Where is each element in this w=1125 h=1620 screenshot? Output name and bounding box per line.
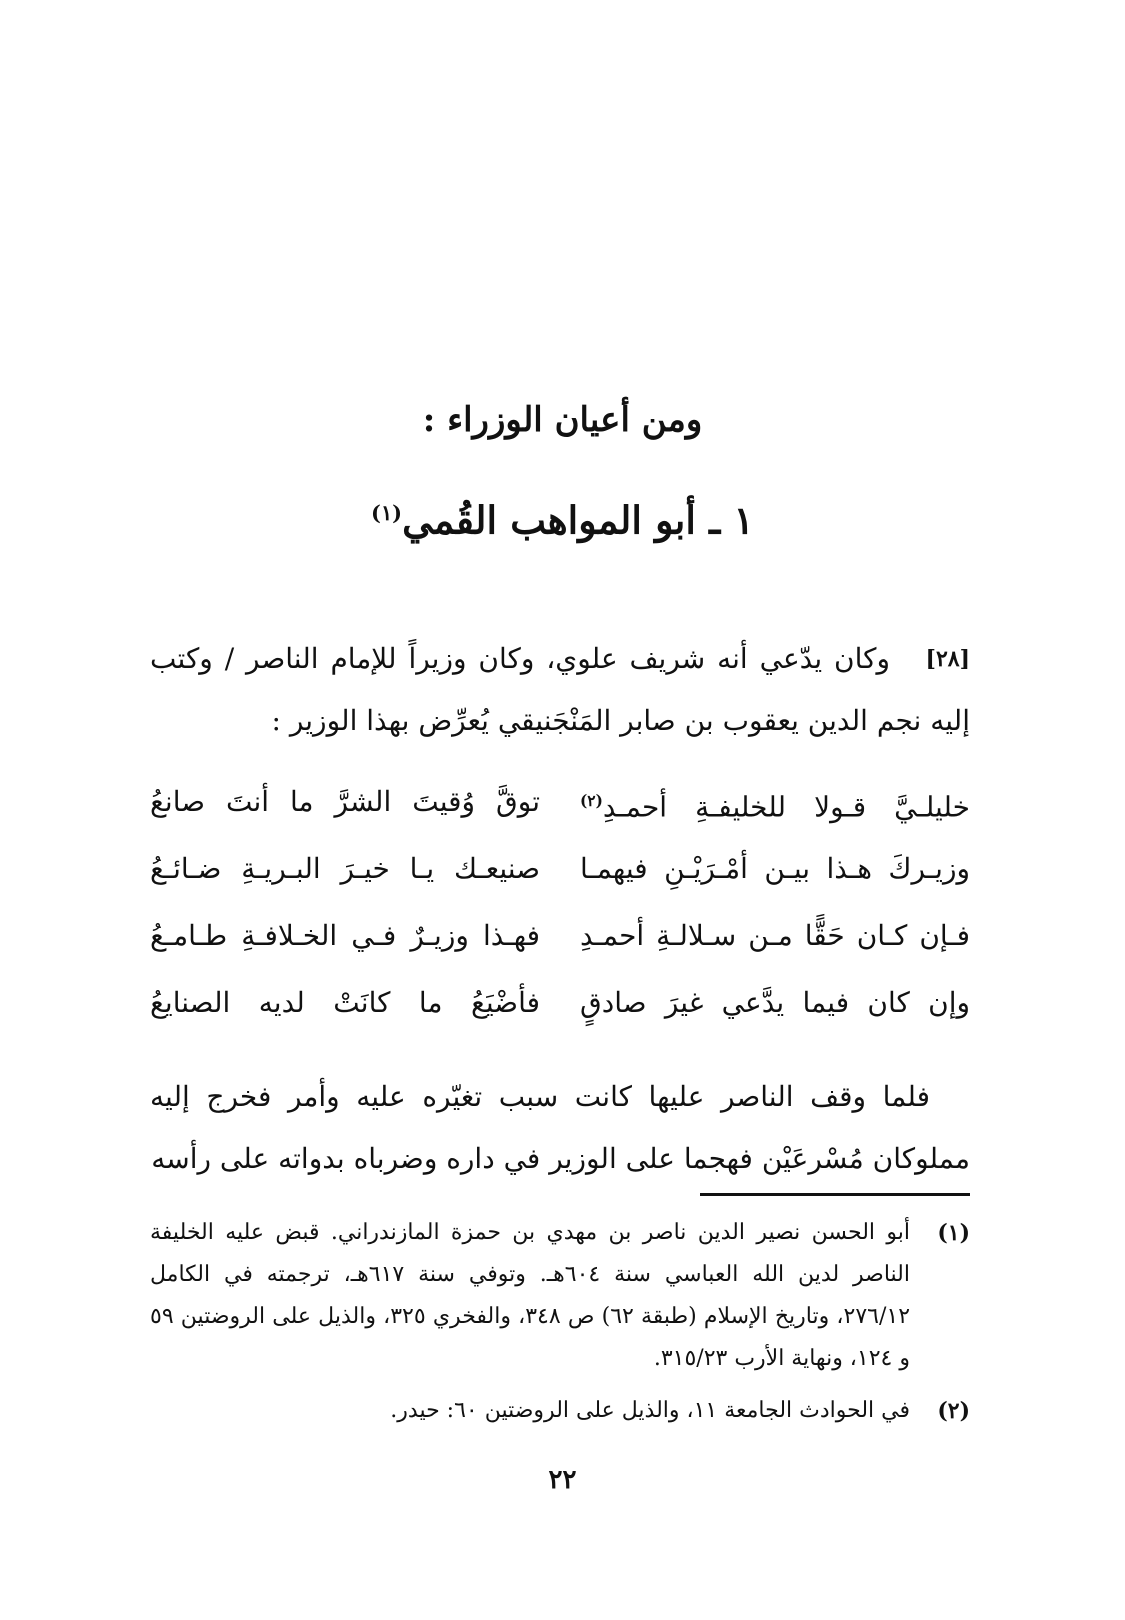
- entry-title: [0, 488, 1125, 546]
- entry-title-footnote-marker: (١): [371, 500, 403, 525]
- paragraph-2-text: فلما وقف الناصر عليها كانت سبب تغيّره عليه وأمر فخرج إليه مملوكان مُسْرعَيْن فهجما على الوزير في داره وضرباه بدواته على رأسه: [150, 1080, 970, 1175]
- footnotes: [150, 1212, 970, 1442]
- footnote-number: (١): [937, 1220, 970, 1246]
- paragraph-1: [150, 628, 970, 752]
- poem-verse: [150, 902, 970, 969]
- entry-title-text: ١ ـ أبو المواهب القُمي: [402, 497, 754, 543]
- hemistich-text: خليلـيَّ قـولا للخليفـةِ أحمـدِ: [602, 790, 970, 824]
- manuscript-page-reference: [٢٨]: [925, 646, 970, 672]
- footnote-number: (٢): [937, 1398, 970, 1424]
- section-heading: ومن أعيان الوزراء :: [422, 400, 703, 440]
- verse-first-hemistich: وإن كان فيما يدَّعي غيرَ صادقٍ: [580, 986, 970, 1019]
- verse-second-hemistich: توقَّ وُقيتَ الشرَّ ما أنتَ صانعُ: [150, 785, 540, 818]
- verse-second-hemistich: فهـذا وزيـرٌ فـي الخـلافـةِ طـامـعُ: [150, 919, 540, 952]
- paragraph-1-text: وكان يدّعي أنه شريف علوي، وكان وزيراً للإمام الناصر / وكتب إليه نجم الدين يعقوب بن صابر المَنْجَنيقي يُعرِّض بهذا الوزير :: [150, 642, 970, 737]
- page-number: ٢٢: [548, 1465, 577, 1495]
- poem: [150, 768, 970, 1036]
- verse-first-hemistich: [580, 768, 970, 835]
- footnote: [150, 1212, 970, 1380]
- verse-second-hemistich: صنيعـك يـا خيـرَ البـريـةِ ضـائـعُ: [150, 852, 540, 885]
- footnote-divider: [700, 1193, 970, 1196]
- poem-verse: [150, 835, 970, 902]
- verse-footnote-marker: (٢): [580, 792, 603, 810]
- poem-verse: [150, 969, 970, 1036]
- verse-first-hemistich: وزيـركَ هـذا بيـن أمْـرَيْـنِ فيهمـا: [580, 852, 970, 885]
- footnote-text: في الحوادث الجامعة ١١، والذيل على الروضتين ٦٠: حيدر.: [390, 1398, 910, 1423]
- poem-verse: [150, 768, 970, 835]
- footnote: [150, 1390, 970, 1432]
- verse-second-hemistich: فأضْيَعُ ما كانَتْ لديه الصنايعُ: [150, 986, 540, 1019]
- footnote-text: أبو الحسن نصير الدين ناصر بن مهدي بن حمزة المازندراني. قبض عليه الخليفة الناصر لدين الله العباسي سنة ٦٠٤هـ. وتوفي سنة ٦١٧هـ، ترجمته في الكامل ٢٧٦/١٢، وتاريخ الإسلام (طبقة ٦٢) ص ٣٤٨، والفخري ٣٢٥، والذيل على الروضتين ٥٩ و ١٢٤، ونهاية الأرب ٣١٥/٢٣.: [150, 1220, 911, 1371]
- verse-first-hemistich: فـإن كـان حَقًّا مـن سـلالـةِ أحمـدِ: [580, 919, 970, 952]
- paragraph-2: [150, 1066, 970, 1190]
